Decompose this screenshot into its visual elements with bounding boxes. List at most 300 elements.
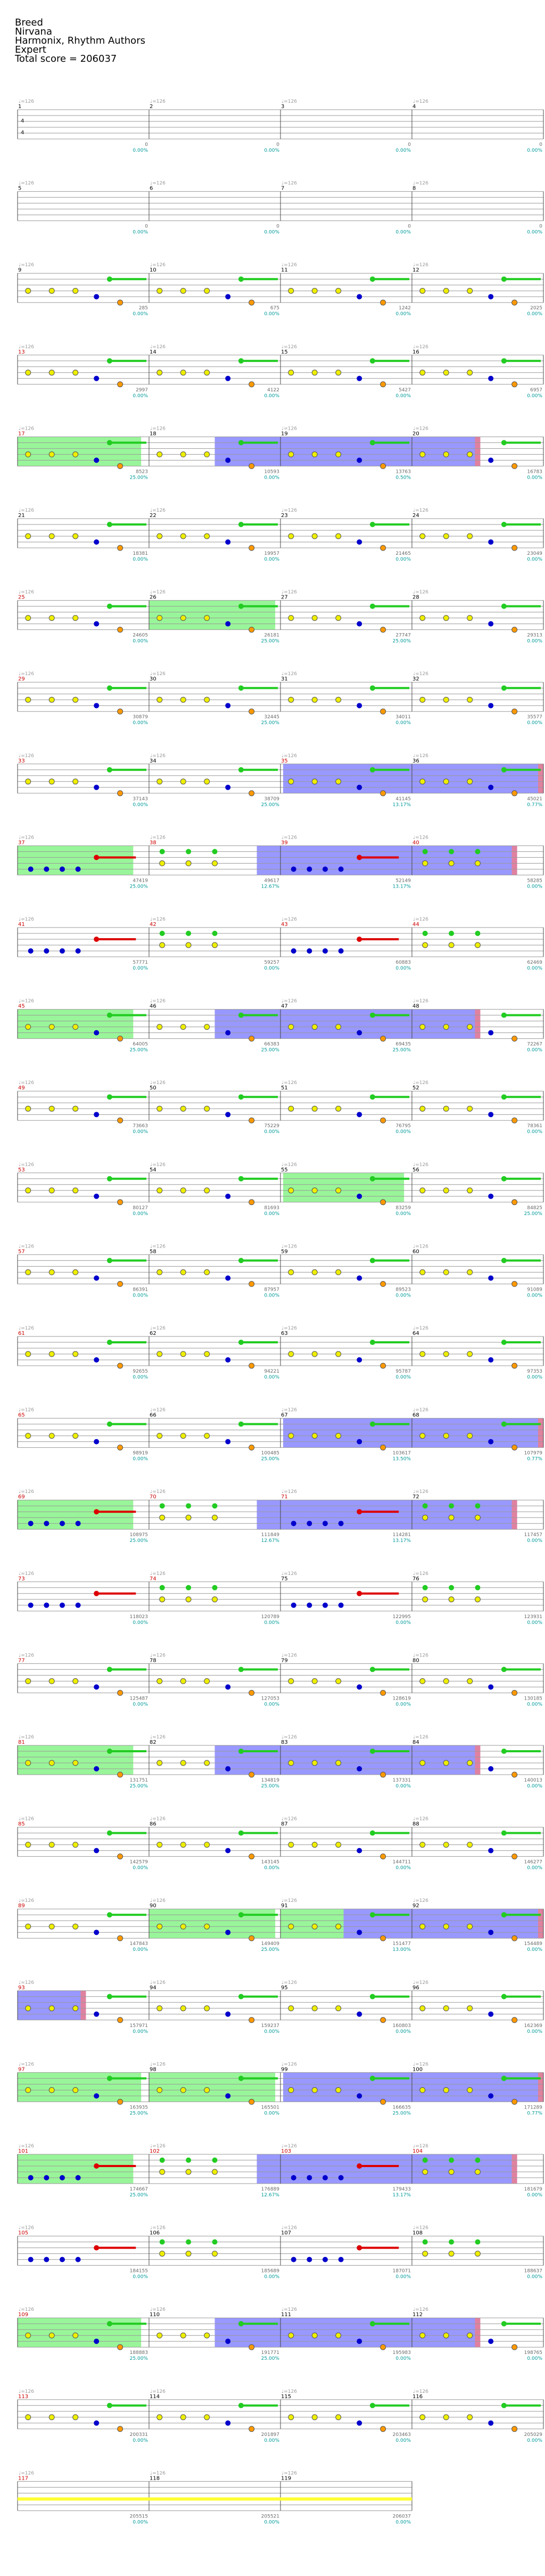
green-sustain (241, 1914, 278, 1916)
measure-number: 51 (281, 1085, 288, 1092)
measure-percent: 0.00% (264, 1620, 279, 1626)
tempo-marker: ♩=126 (282, 99, 297, 104)
green-sustain (504, 1178, 541, 1180)
yellow-note (420, 1678, 425, 1684)
staff-row (18, 590, 543, 644)
tempo-marker: ♩=126 (150, 1489, 166, 1495)
yellow-note (204, 697, 210, 702)
yellow-note (467, 370, 473, 375)
yellow-note (288, 2087, 294, 2093)
green-note (238, 1258, 244, 1263)
red-note (94, 1509, 99, 1514)
yellow-note (449, 2169, 454, 2175)
measure-score: 127053 (261, 1696, 279, 1702)
green-note (501, 2075, 507, 2081)
measure-number: 16 (412, 349, 419, 355)
green-note (107, 1340, 112, 1345)
green-sustain (110, 1259, 146, 1261)
blue-note (307, 1521, 312, 1526)
tempo-marker: ♩=126 (413, 835, 428, 841)
orange-note (381, 1363, 386, 1368)
activation-end-marker (538, 1909, 543, 1938)
measure-number: 116 (412, 2393, 423, 2400)
green-note (238, 1422, 244, 1427)
orange-note (118, 1935, 123, 1941)
yellow-note (73, 1269, 78, 1275)
green-note (501, 1094, 507, 1100)
yellow-note (73, 616, 78, 621)
tempo-marker: ♩=126 (19, 1407, 34, 1413)
yellow-note (475, 2169, 481, 2175)
yellow-note (160, 2251, 165, 2257)
orange-note (381, 1445, 386, 1450)
measure-percent: 0.00% (527, 1865, 542, 1871)
yellow-note (26, 2415, 31, 2420)
yellow-note (443, 616, 449, 621)
measure-number: 95 (281, 1984, 288, 1991)
orange-note (512, 2017, 517, 2023)
yellow-note (180, 2006, 186, 2011)
staff-row (18, 426, 543, 480)
yellow-note (423, 2169, 428, 2175)
yellow-note (467, 1024, 473, 1030)
orange-note (381, 2344, 386, 2350)
measure-number: 4 (412, 104, 416, 110)
blue-note (94, 1194, 99, 1199)
blue-note (225, 2421, 230, 2426)
yellow-note (467, 1269, 473, 1275)
measure-score: 75229 (264, 1123, 279, 1129)
measure-score: 13763 (395, 469, 411, 475)
measure-number: 99 (281, 2066, 288, 2073)
yellow-note (336, 1188, 341, 1193)
yellow-note (443, 1269, 449, 1275)
measure-percent: 25.00% (392, 638, 411, 644)
blue-note (488, 457, 493, 463)
activation-end-marker (475, 1745, 480, 1775)
tempo-marker: ♩=126 (19, 1080, 34, 1086)
tempo-marker: ♩=126 (282, 835, 297, 841)
green-sustain (241, 605, 278, 608)
tempo-marker: ♩=126 (413, 2307, 428, 2313)
blue-note (94, 2012, 99, 2017)
yellow-note (423, 1515, 428, 1520)
blue-note (488, 2093, 493, 2098)
green-note (238, 1667, 244, 1672)
measure-score: 49617 (264, 878, 279, 884)
red-note (357, 855, 362, 860)
yellow-note (467, 779, 473, 784)
tempo-marker: ♩=126 (150, 589, 166, 595)
measure-percent: 25.00% (261, 1047, 279, 1053)
staff-row (18, 1326, 543, 1380)
orange-note (249, 1690, 254, 1695)
green-note (212, 1503, 218, 1508)
measure-score: 122995 (392, 1614, 411, 1620)
yellow-note (336, 2333, 341, 2338)
green-note (107, 1176, 112, 1182)
green-sustain (110, 2077, 146, 2079)
green-sustain (373, 1750, 409, 1752)
yellow-note (180, 2333, 186, 2338)
green-sustain (504, 1014, 541, 1016)
yellow-note (467, 697, 473, 702)
green-sustain (110, 769, 146, 771)
measure-percent: 25.00% (261, 1456, 279, 1462)
yellow-note (420, 1351, 425, 1357)
yellow-note (73, 1106, 78, 1111)
blue-note (488, 1030, 493, 1036)
overdrive-phrase (18, 2154, 133, 2184)
yellow-note (180, 534, 186, 539)
staff-row (18, 2062, 543, 2116)
yellow-note (475, 860, 481, 866)
yellow-note (157, 1678, 162, 1684)
green-note (212, 931, 218, 936)
yellow-note (26, 1433, 31, 1439)
tempo-marker: ♩=126 (282, 671, 297, 677)
blue-note (94, 1684, 99, 1689)
orange-note (381, 382, 386, 387)
green-note (238, 1749, 244, 1754)
green-note (238, 1912, 244, 1917)
green-note (107, 604, 112, 609)
measure-number: 57 (18, 1249, 25, 1255)
measure-percent: 0.00% (395, 2438, 411, 2443)
measure-score: 34011 (395, 715, 411, 720)
tempo-marker: ♩=126 (413, 262, 428, 268)
overdrive-phrase (18, 437, 141, 466)
measure-percent: 13.17% (392, 884, 411, 890)
measure-number: 97 (18, 2066, 25, 2073)
measure-number: 74 (150, 1576, 156, 1582)
blue-note (488, 1194, 493, 1199)
yellow-note (288, 452, 294, 457)
measure-percent: 0.00% (133, 802, 148, 808)
blue-note (357, 1112, 362, 1117)
blue-note (291, 2257, 296, 2262)
measure-percent: 0.00% (264, 393, 279, 399)
tempo-marker: ♩=126 (150, 1326, 166, 1331)
yellow-note (420, 1842, 425, 1848)
blue-note (60, 2175, 65, 2180)
green-sustain (373, 1014, 409, 1016)
green-note (501, 1667, 507, 1672)
tempo-marker: ♩=126 (413, 181, 428, 186)
yellow-note (157, 616, 162, 621)
tempo-marker: ♩=126 (150, 1244, 166, 1250)
yellow-note (312, 1188, 317, 1193)
orange-note (512, 2099, 517, 2104)
green-sustain (504, 1914, 541, 1916)
red-note (94, 937, 99, 942)
green-sustain (110, 1832, 146, 1834)
yellow-note (204, 370, 210, 375)
measure-score: 57771 (133, 960, 148, 965)
tempo-marker: ♩=126 (150, 262, 166, 268)
measure-percent: 0.00% (133, 393, 148, 399)
blue-note (225, 785, 230, 790)
measure-percent: 0.00% (527, 1947, 542, 1953)
measure-number: 32 (412, 676, 419, 683)
yellow-note (420, 779, 425, 784)
green-sustain (241, 523, 278, 526)
blue-note (60, 1603, 65, 1608)
tempo-marker: ♩=126 (150, 344, 166, 350)
blue-note (225, 2012, 230, 2017)
yellow-note (26, 697, 31, 702)
yellow-note (180, 779, 186, 784)
green-note (475, 1585, 481, 1590)
green-note (107, 767, 112, 773)
measure-number: 87 (281, 1821, 288, 1827)
tempo-marker: ♩=126 (282, 1489, 297, 1495)
measure-score: 37143 (133, 796, 148, 802)
orange-note (512, 627, 517, 633)
measure-percent: 0.00% (264, 557, 279, 562)
blue-note (357, 1766, 362, 1771)
measure-number: 30 (150, 676, 156, 683)
green-note (423, 2157, 428, 2163)
blue-note (94, 1766, 99, 1771)
measure-percent: 13.00% (392, 1947, 411, 1953)
yellow-note (160, 860, 165, 866)
green-sustain (241, 360, 278, 362)
measure-percent: 0.00% (264, 1865, 279, 1871)
tempo-marker: ♩=126 (19, 2307, 34, 2313)
yellow-note (73, 452, 78, 457)
measure-number: 104 (412, 2148, 423, 2154)
measure-percent: 0.00% (133, 638, 148, 644)
measure-score: 205029 (524, 2432, 542, 2438)
measure-percent: 0.00% (395, 1702, 411, 1708)
measure-number: 90 (150, 1903, 156, 1909)
measure-score: 45021 (527, 796, 542, 802)
green-note (501, 358, 507, 364)
green-note (449, 2157, 454, 2163)
tempo-marker: ♩=126 (282, 2471, 297, 2476)
orange-note (512, 1445, 517, 1450)
yellow-note (180, 1106, 186, 1111)
blue-note (357, 2012, 362, 2017)
orange-note (118, 1772, 123, 1777)
green-note (370, 2321, 375, 2326)
measure-score: 144711 (392, 1859, 411, 1865)
blue-note (357, 2339, 362, 2344)
tempo-marker: ♩=126 (19, 2062, 34, 2068)
tempo-marker: ♩=126 (413, 1489, 428, 1495)
tempo-marker: ♩=126 (282, 508, 297, 513)
yellow-note (288, 370, 294, 375)
yellow-note (157, 2415, 162, 2420)
staff-row (18, 262, 543, 317)
tempo-marker: ♩=126 (282, 1816, 297, 1822)
blue-note (307, 1603, 312, 1608)
green-note (160, 2239, 165, 2245)
tempo-marker: ♩=126 (150, 2471, 166, 2476)
staff-row (18, 1162, 543, 1217)
tempo-marker: ♩=126 (19, 99, 34, 104)
measure-score: 151477 (392, 1941, 411, 1947)
measure-number: 103 (281, 2148, 292, 2154)
tempo-marker: ♩=126 (413, 1816, 428, 1822)
overdrive-phrase (18, 2318, 141, 2347)
yellow-note (443, 1024, 449, 1030)
green-sustain (110, 687, 146, 689)
red-sustain (96, 1511, 136, 1513)
yellow-note (420, 1924, 425, 1929)
yellow-note (420, 1188, 425, 1193)
overdrive-activation (215, 1745, 481, 1775)
measure-score: 23049 (527, 551, 542, 556)
yellow-note (443, 452, 449, 457)
orange-note (249, 1772, 254, 1777)
blue-note (28, 2257, 34, 2262)
red-note (94, 2245, 99, 2251)
yellow-note (157, 1269, 162, 1275)
measure-score: 162369 (524, 2023, 542, 2029)
measure-score: 147843 (129, 1941, 148, 1947)
measure-percent: 0.00% (264, 1211, 279, 1217)
blue-note (307, 2257, 312, 2262)
orange-note (381, 709, 386, 714)
green-note (423, 849, 428, 854)
measure-number: 86 (150, 1821, 156, 1827)
tempo-marker: ♩=126 (282, 344, 297, 350)
green-note (370, 767, 375, 773)
green-sustain (110, 605, 146, 608)
yellow-note (204, 1188, 210, 1193)
blue-note (357, 1030, 362, 1036)
measure-number: 96 (412, 1984, 419, 1991)
green-sustain (241, 2405, 278, 2407)
yellow-note (204, 1024, 210, 1030)
orange-note (118, 1445, 123, 1450)
yellow-note (73, 697, 78, 702)
measure-score: 0 (276, 224, 279, 229)
yellow-note (73, 1924, 78, 1929)
measure-percent: 0.00% (133, 1293, 148, 1299)
orange-note (118, 1690, 123, 1695)
blue-note (94, 1439, 99, 1445)
green-sustain (110, 523, 146, 526)
orange-note (249, 2017, 254, 2023)
staff-row (18, 181, 543, 235)
orange-note (512, 1036, 517, 1041)
green-sustain (110, 1750, 146, 1752)
measure-score: 146277 (524, 1859, 542, 1865)
yellow-note (73, 370, 78, 375)
green-note (501, 1994, 507, 1999)
yellow-note (180, 1269, 186, 1275)
measure-number: 84 (412, 1740, 419, 1745)
measure-percent: 0.00% (395, 1211, 411, 1217)
green-note (107, 1667, 112, 1672)
yellow-note (73, 2006, 78, 2011)
measure-number: 56 (412, 1167, 419, 1173)
red-sustain (96, 1593, 136, 1595)
blue-note (76, 1521, 81, 1526)
measure-number: 109 (18, 2312, 29, 2318)
blue-note (357, 703, 362, 708)
green-note (238, 604, 244, 609)
green-sustain (504, 523, 541, 526)
measure-number: 78 (150, 1658, 156, 1664)
yellow-note (212, 2169, 218, 2175)
red-note (357, 937, 362, 942)
measure-score: 191771 (261, 2350, 279, 2356)
yellow-sustain (149, 2497, 280, 2500)
yellow-note (180, 1433, 186, 1439)
yellow-note (443, 1433, 449, 1439)
yellow-note (204, 288, 210, 293)
orange-note (249, 545, 254, 551)
blue-note (338, 2175, 344, 2180)
measure-number: 14 (150, 349, 156, 355)
staff-row (18, 671, 543, 726)
measure-number: 106 (150, 2230, 160, 2236)
blue-note (94, 1930, 99, 1935)
green-note (160, 2157, 165, 2163)
activation-end-marker (80, 1991, 86, 2020)
measure-number: 66 (150, 1412, 156, 1418)
staff-row (18, 99, 543, 153)
measure-number: 117 (18, 2475, 29, 2482)
yellow-note (73, 2415, 78, 2420)
yellow-note (204, 1351, 210, 1357)
green-sustain (373, 1996, 409, 1998)
green-sustain (504, 2077, 541, 2079)
yellow-note (186, 942, 191, 948)
measure-percent: 0.00% (264, 148, 279, 153)
tempo-marker: ♩=126 (150, 753, 166, 759)
measure-percent: 0.00% (395, 1129, 411, 1135)
tempo-marker: ♩=126 (282, 426, 297, 432)
measure-number: 36 (412, 758, 419, 764)
tempo-marker: ♩=126 (413, 1162, 428, 1168)
yellow-note (180, 616, 186, 621)
green-note (475, 2157, 481, 2163)
orange-note (249, 709, 254, 714)
measure-percent: 25.00% (261, 2356, 279, 2362)
measure-percent: 0.77% (527, 802, 542, 808)
green-note (370, 276, 375, 282)
blue-note (291, 1603, 296, 1608)
yellow-note (423, 942, 428, 948)
measure-score: 2025 (530, 306, 542, 311)
green-note (370, 1340, 375, 1345)
blue-note (488, 703, 493, 708)
yellow-note (26, 1188, 31, 1193)
activation-end-marker (512, 1500, 517, 1529)
measure-percent: 12.67% (261, 884, 279, 890)
tempo-marker: ♩=126 (19, 1735, 34, 1740)
blue-note (225, 1439, 230, 1445)
measure-score: 198765 (524, 2350, 542, 2356)
tempo-marker: ♩=126 (150, 181, 166, 186)
green-sustain (373, 1096, 409, 1098)
green-sustain (241, 1750, 278, 1752)
tempo-marker: ♩=126 (19, 181, 34, 186)
measure-number: 40 (412, 840, 419, 846)
blue-note (357, 539, 362, 545)
orange-note (512, 1772, 517, 1777)
tempo-marker: ♩=126 (19, 1162, 34, 1168)
blue-note (76, 2257, 81, 2262)
orange-note (381, 1772, 386, 1777)
blue-note (323, 2257, 328, 2262)
tempo-marker: ♩=126 (413, 589, 428, 595)
